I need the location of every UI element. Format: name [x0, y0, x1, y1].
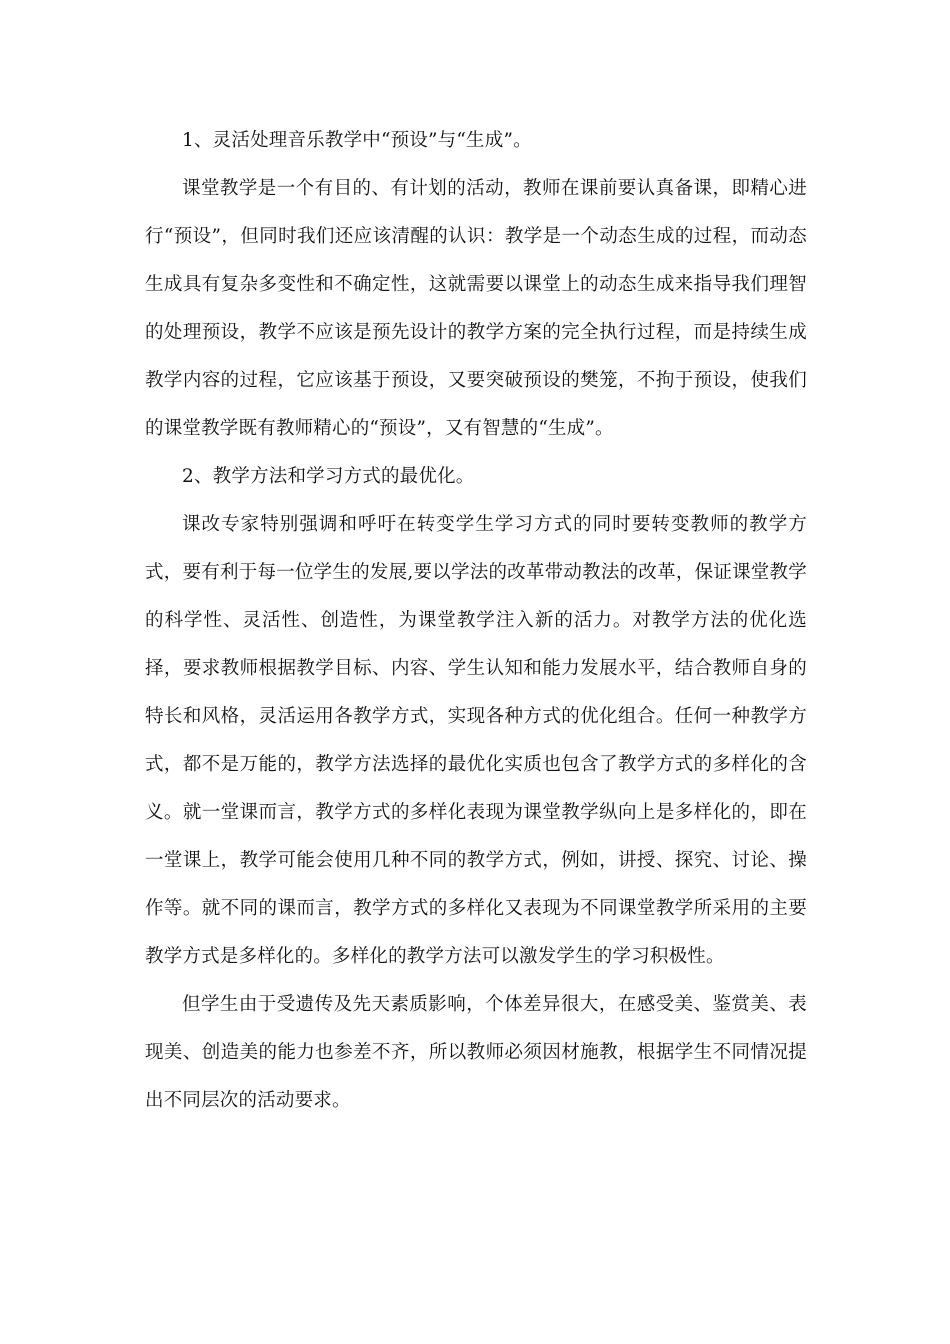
- heading-1: 1、灵活处理音乐教学中“预设”与“生成”。: [182, 130, 532, 151]
- paragraph-preset-generation: 课堂教学是一个有目的、有计划的活动，教师在课前要认真备课，即精心进行“预设”，但同时我们还应该清醒的认识：教学是一个动态生成的过程，而动态生成具有复杂多变性和不确定性，这就需要以课堂上的动态生成来指导我们理智的处理预设，教学不应该是预先设计的教学方案的完全执行过程，而是持续生成教学内容的过程，它应该基于预设，又要突破预设的樊笼，不拘于预设，使我们的课堂教学既有教师精心的“预设”，又有智慧的“生成”。: [145, 178, 807, 439]
- document-body: [145, 117, 807, 1125]
- heading-2: 2、教学方法和学习方式的最优化。: [182, 466, 475, 487]
- paragraph-individual-differences: 但学生由于受遗传及先天素质影响，个体差异很大，在感受美、鉴赏美、表现美、创造美的能力也参差不齐，所以教师必须因材施教，根据学生不同情况提出不同层次的活动要求。: [145, 994, 807, 1111]
- paragraph-teaching-methods: 课改专家特别强调和呼吁在转变学生学习方式的同时要转变教师的教学方式，要有利于每一位学生的发展,要以学法的改革带动教法的改革，保证课堂教学的科学性、灵活性、创造性，为课堂教学注入新的活力。对教学方法的优化选择，要求教师根据教学目标、内容、学生认知和能力发展水平，结合教师自身的特长和风格，灵活运用各教学方式，实现各种方式的优化组合。任何一种教学方式，都不是万能的，教学方法选择的最优化实质也包含了教学方式的多样化的含义。就一堂课而言，教学方式的多样化表现为课堂教学纵向上是多样化的，即在一堂课上，教学可能会使用几种不同的教学方式，例如，讲授、探究、讨论、操作等。就不同的课而言，教学方式的多样化又表现为不同课堂教学所采用的主要教学方式是多样化的。多样化的教学方法可以激发学生的学习积极性。: [145, 514, 807, 967]
